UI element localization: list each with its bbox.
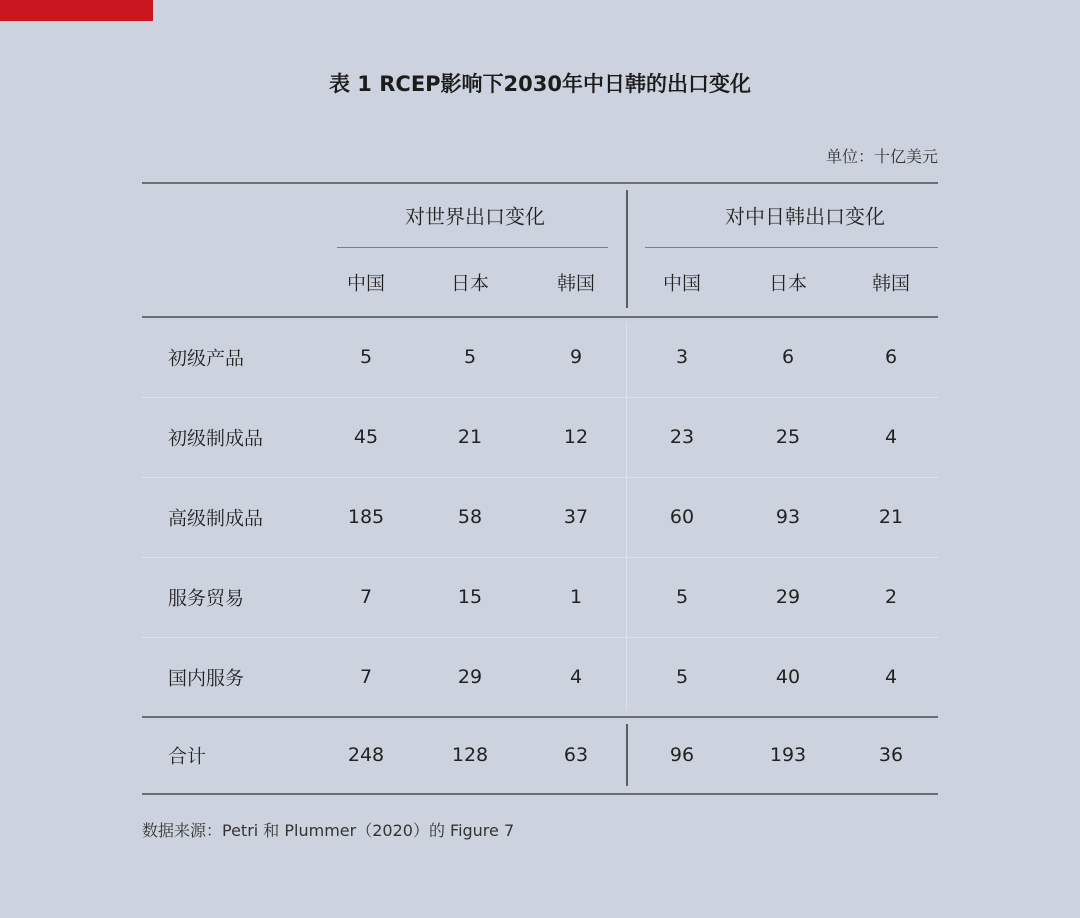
table-cell: 4 <box>569 666 583 688</box>
table-cell: 5 <box>359 346 373 368</box>
total-cell: 248 <box>347 744 385 766</box>
table-cell: 29 <box>775 586 801 608</box>
table-cell: 37 <box>563 506 589 528</box>
group-separator-body <box>626 322 627 710</box>
table-cell: 25 <box>775 426 801 448</box>
total-cell: 128 <box>451 744 489 766</box>
unit-label: 单位：十亿美元 <box>825 147 938 166</box>
column-header: 中国 <box>346 272 386 295</box>
row-divider <box>142 557 938 558</box>
table-cell: 1 <box>569 586 583 608</box>
accent-bar <box>0 0 153 21</box>
total-rule <box>142 716 938 718</box>
total-label: 合计 <box>168 745 207 768</box>
row-label: 服务贸易 <box>168 587 245 610</box>
table-cell: 93 <box>775 506 801 528</box>
table-cell: 12 <box>563 426 589 448</box>
column-header: 日本 <box>768 272 808 295</box>
table-cell: 7 <box>359 666 373 688</box>
table-cell: 5 <box>675 666 689 688</box>
row-label: 高级制成品 <box>168 507 264 530</box>
table-cell: 23 <box>669 426 695 448</box>
column-header: 中国 <box>662 272 702 295</box>
table-cell: 4 <box>884 426 898 448</box>
group-separator <box>626 190 628 308</box>
row-label: 国内服务 <box>168 667 245 690</box>
bottom-rule <box>142 793 938 795</box>
source-note: 数据来源：Petri 和 Plummer（2020）的 Figure 7 <box>142 821 515 840</box>
group-separator-total <box>626 724 628 786</box>
table-cell: 2 <box>884 586 898 608</box>
row-divider <box>142 637 938 638</box>
table-cell: 29 <box>457 666 483 688</box>
table-cell: 21 <box>878 506 904 528</box>
table-cell: 185 <box>347 506 385 528</box>
row-label: 初级制成品 <box>168 427 264 450</box>
table-cell: 60 <box>669 506 695 528</box>
table-cell: 6 <box>781 346 795 368</box>
top-rule <box>142 182 938 184</box>
row-divider <box>142 397 938 398</box>
table-cell: 9 <box>569 346 583 368</box>
column-header: 日本 <box>450 272 490 295</box>
total-cell: 96 <box>669 744 695 766</box>
table-cell: 58 <box>457 506 483 528</box>
table-cell: 6 <box>884 346 898 368</box>
group-underline-world <box>337 247 608 248</box>
group-header-cjk: 对中日韩出口变化 <box>725 204 885 229</box>
table-cell: 21 <box>457 426 483 448</box>
total-cell: 193 <box>769 744 807 766</box>
column-header: 韩国 <box>556 272 596 295</box>
row-label: 初级产品 <box>168 347 245 370</box>
table-cell: 7 <box>359 586 373 608</box>
table-cell: 3 <box>675 346 689 368</box>
group-header-world: 对世界出口变化 <box>405 204 545 229</box>
header-rule <box>142 316 938 318</box>
table-cell: 15 <box>457 586 483 608</box>
table-title: 表 1 RCEP影响下2030年中日韩的出口变化 <box>329 72 751 96</box>
table-cell: 45 <box>353 426 379 448</box>
table-cell: 4 <box>884 666 898 688</box>
total-cell: 63 <box>563 744 589 766</box>
table-cell: 5 <box>675 586 689 608</box>
total-cell: 36 <box>878 744 904 766</box>
row-divider <box>142 477 938 478</box>
column-header: 韩国 <box>871 272 911 295</box>
group-underline-cjk <box>645 247 938 248</box>
table-cell: 5 <box>463 346 477 368</box>
table-cell: 40 <box>775 666 801 688</box>
